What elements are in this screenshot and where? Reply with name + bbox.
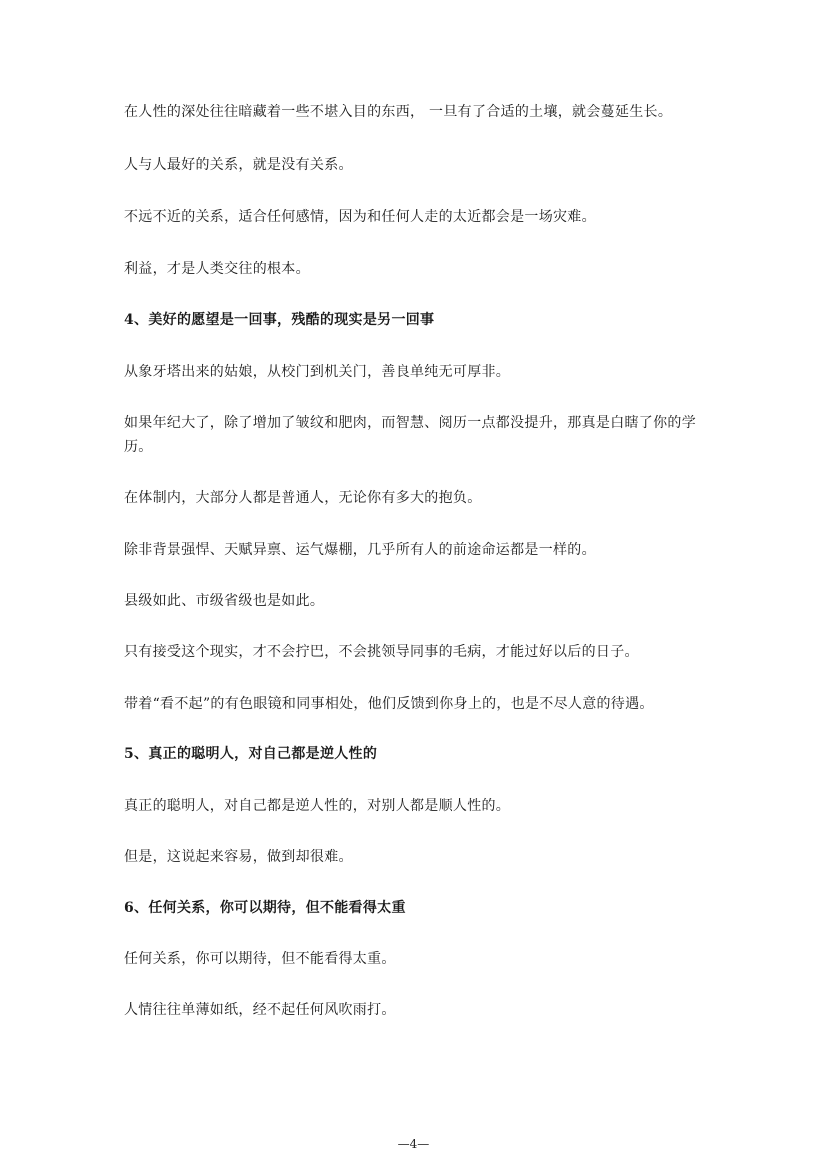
paragraph-14: 任何关系，你可以期待，但不能看得太重。	[124, 951, 396, 967]
section-heading-6: 6、任何关系，你可以期待，但不能看得太重	[124, 900, 406, 916]
page-number: —4—	[397, 1137, 430, 1151]
paragraph-7: 在体制内，大部分人都是普通人，无论你有多大的抱负。	[124, 490, 482, 506]
paragraph-1: 在人性的深处往往暗藏着一些不堪入目的东西， 一旦有了合适的土壤，就会蔓延生长。	[124, 104, 673, 120]
paragraph-12: 真正的聪明人，对自己都是逆人性的，对别人都是顺人性的。	[124, 798, 511, 814]
paragraph-2: 人与人最好的关系，就是没有关系。	[124, 157, 353, 173]
paragraph-3: 不远不近的关系，适合任何感情，因为和任何人走的太近都会是一场灾难。	[124, 209, 596, 225]
paragraph-13: 但是，这说起来容易，做到却很难。	[124, 849, 353, 865]
paragraph-6: 如果年纪大了，除了增加了皱纹和肥肉，而智慧、阅历一点都没提升，那真是白瞎了你的学历。	[124, 415, 696, 455]
paragraph-8: 除非背景强悍、天赋异禀、运气爆棚，几乎所有人的前途命运都是一样的。	[124, 542, 596, 558]
section-heading-5: 5、真正的聪明人，对自己都是逆人性的	[124, 746, 378, 762]
paragraph-11: 带着“看不起”的有色眼镜和同事相处，他们反馈到你身上的，也是不尽人意的待遇。	[124, 696, 654, 712]
paragraph-9: 县级如此、市级省级也是如此。	[124, 593, 325, 609]
paragraph-15: 人情往往单薄如纸，经不起任何风吹雨打。	[124, 1002, 396, 1018]
section-heading-4: 4、美好的愿望是一回事，残酷的现实是另一回事	[124, 312, 435, 328]
paragraph-5: 从象牙塔出来的姑娘，从校门到机关门，善良单纯无可厚非。	[124, 364, 511, 380]
paragraph-4: 利益，才是人类交往的根本。	[124, 261, 310, 277]
paragraph-10: 只有接受这个现实，才不会拧巴，不会挑领导同事的毛病，才能过好以后的日子。	[124, 644, 639, 660]
